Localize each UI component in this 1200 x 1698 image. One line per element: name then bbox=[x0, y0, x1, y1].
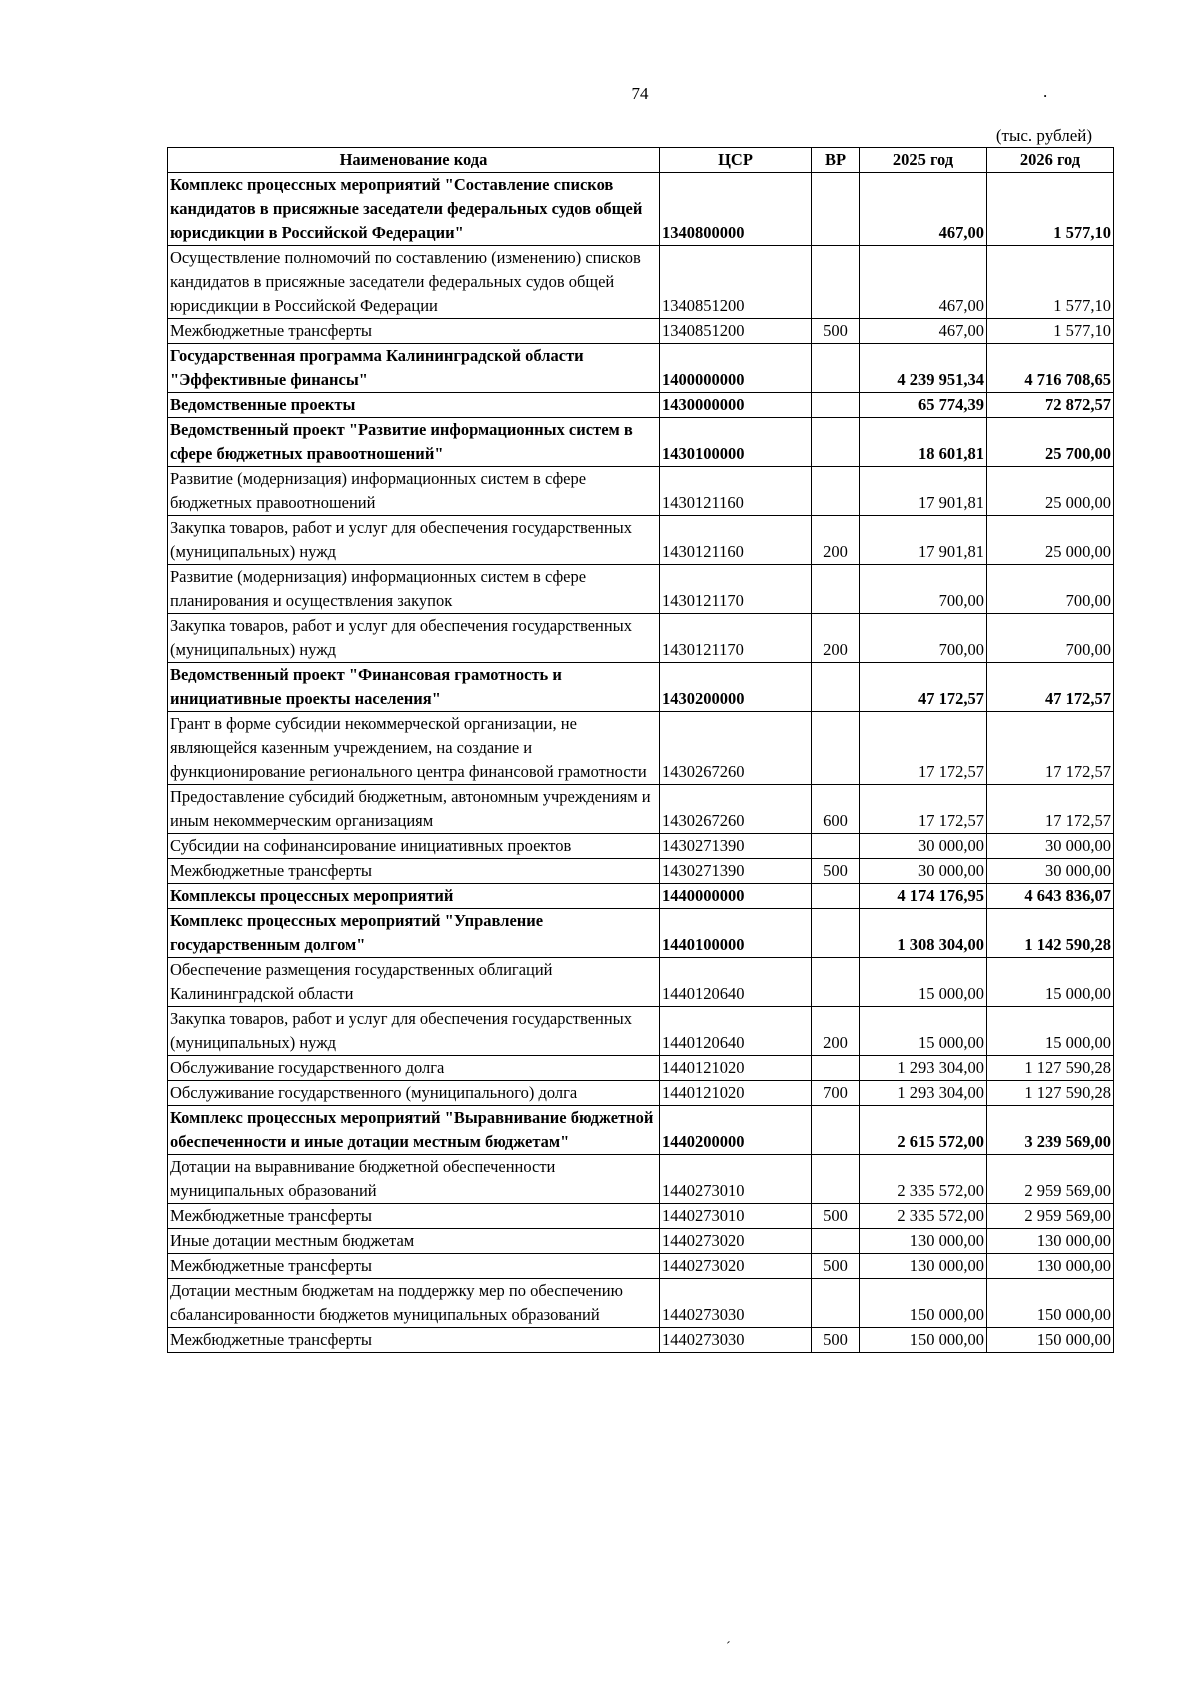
row-csr: 1430271390 bbox=[660, 859, 812, 884]
row-csr: 1440121020 bbox=[660, 1056, 812, 1081]
row-csr: 1440273030 bbox=[660, 1279, 812, 1328]
row-csr: 1430267260 bbox=[660, 785, 812, 834]
row-csr: 1440273020 bbox=[660, 1229, 812, 1254]
row-name: Межбюджетные трансферты bbox=[168, 1328, 660, 1353]
table-row bbox=[168, 1229, 1114, 1254]
row-vr bbox=[812, 1056, 860, 1081]
row-value-2025: 2 615 572,00 bbox=[860, 1106, 987, 1155]
header-name: Наименование кода bbox=[168, 148, 660, 173]
row-name: Ведомственный проект "Финансовая грамотность и инициативные проекты населения" bbox=[168, 663, 660, 712]
header-vr: ВР bbox=[812, 148, 860, 173]
table-row bbox=[168, 884, 1114, 909]
row-value-2026: 1 577,10 bbox=[987, 173, 1114, 246]
table-body bbox=[168, 173, 1114, 1353]
row-vr bbox=[812, 1279, 860, 1328]
row-value-2025: 17 172,57 bbox=[860, 712, 987, 785]
row-value-2025: 150 000,00 bbox=[860, 1328, 987, 1353]
page-dot: . bbox=[1043, 82, 1048, 101]
table-row bbox=[168, 516, 1114, 565]
row-value-2026: 47 172,57 bbox=[987, 663, 1114, 712]
row-name: Закупка товаров, работ и услуг для обеспечения государственных (муниципальных) нужд bbox=[168, 516, 660, 565]
row-csr: 1430100000 bbox=[660, 418, 812, 467]
row-value-2026: 1 577,10 bbox=[987, 246, 1114, 319]
row-value-2025: 4 239 951,34 bbox=[860, 344, 987, 393]
row-value-2025: 150 000,00 bbox=[860, 1279, 987, 1328]
row-csr: 1440273030 bbox=[660, 1328, 812, 1353]
row-name: Иные дотации местным бюджетам bbox=[168, 1229, 660, 1254]
row-name: Комплекс процессных мероприятий "Составление списков кандидатов в присяжные заседатели федеральных судов общей юрисдикции в Российской Федерации" bbox=[168, 173, 660, 246]
row-name: Предоставление субсидий бюджетным, автономным учреждениям и иным некоммерческим организациям bbox=[168, 785, 660, 834]
row-name: Комплекс процессных мероприятий "Выравнивание бюджетной обеспеченности и иные дотации местным бюджетам" bbox=[168, 1106, 660, 1155]
row-value-2026: 1 127 590,28 bbox=[987, 1056, 1114, 1081]
row-value-2025: 1 308 304,00 bbox=[860, 909, 987, 958]
row-csr: 1440120640 bbox=[660, 958, 812, 1007]
row-vr: 500 bbox=[812, 1254, 860, 1279]
row-value-2026: 17 172,57 bbox=[987, 712, 1114, 785]
row-name: Закупка товаров, работ и услуг для обеспечения государственных (муниципальных) нужд bbox=[168, 1007, 660, 1056]
row-value-2025: 2 335 572,00 bbox=[860, 1204, 987, 1229]
header-csr: ЦСР bbox=[660, 148, 812, 173]
header-2025: 2025 год bbox=[860, 148, 987, 173]
row-value-2025: 1 293 304,00 bbox=[860, 1056, 987, 1081]
table-row bbox=[168, 909, 1114, 958]
row-value-2026: 130 000,00 bbox=[987, 1254, 1114, 1279]
row-csr: 1430200000 bbox=[660, 663, 812, 712]
row-name: Субсидии на софинансирование инициативных проектов bbox=[168, 834, 660, 859]
table-row bbox=[168, 1254, 1114, 1279]
table-row bbox=[168, 467, 1114, 516]
row-vr: 700 bbox=[812, 1081, 860, 1106]
table-row bbox=[168, 1204, 1114, 1229]
row-name: Дотации местным бюджетам на поддержку мер по обеспечению сбалансированности бюджетов муниципальных образований bbox=[168, 1279, 660, 1328]
table-row bbox=[168, 393, 1114, 418]
table-row bbox=[168, 1155, 1114, 1204]
table-row bbox=[168, 246, 1114, 319]
header-2026: 2026 год bbox=[987, 148, 1114, 173]
table-row bbox=[168, 344, 1114, 393]
row-value-2025: 18 601,81 bbox=[860, 418, 987, 467]
row-value-2026: 25 700,00 bbox=[987, 418, 1114, 467]
row-vr bbox=[812, 467, 860, 516]
row-value-2025: 467,00 bbox=[860, 173, 987, 246]
row-name: Межбюджетные трансферты bbox=[168, 859, 660, 884]
row-vr: 500 bbox=[812, 859, 860, 884]
row-csr: 1440000000 bbox=[660, 884, 812, 909]
row-value-2025: 17 901,81 bbox=[860, 516, 987, 565]
row-value-2026: 1 142 590,28 bbox=[987, 909, 1114, 958]
row-csr: 1440100000 bbox=[660, 909, 812, 958]
row-value-2026: 2 959 569,00 bbox=[987, 1155, 1114, 1204]
row-vr bbox=[812, 393, 860, 418]
page-number: 74 bbox=[631, 84, 649, 103]
row-csr: 1430121160 bbox=[660, 516, 812, 565]
row-vr bbox=[812, 246, 860, 319]
row-csr: 1430121170 bbox=[660, 614, 812, 663]
row-name: Ведомственные проекты bbox=[168, 393, 660, 418]
table-row bbox=[168, 1007, 1114, 1056]
row-value-2026: 130 000,00 bbox=[987, 1229, 1114, 1254]
row-value-2025: 467,00 bbox=[860, 319, 987, 344]
row-vr: 600 bbox=[812, 785, 860, 834]
row-value-2025: 30 000,00 bbox=[860, 859, 987, 884]
row-name: Дотации на выравнивание бюджетной обеспеченности муниципальных образований bbox=[168, 1155, 660, 1204]
row-vr bbox=[812, 173, 860, 246]
table-row bbox=[168, 173, 1114, 246]
row-value-2025: 4 174 176,95 bbox=[860, 884, 987, 909]
row-csr: 1440273020 bbox=[660, 1254, 812, 1279]
row-value-2026: 150 000,00 bbox=[987, 1279, 1114, 1328]
row-csr: 1430271390 bbox=[660, 834, 812, 859]
table-row bbox=[168, 418, 1114, 467]
table-row bbox=[168, 1106, 1114, 1155]
row-csr: 1440273010 bbox=[660, 1155, 812, 1204]
row-csr: 1440121020 bbox=[660, 1081, 812, 1106]
row-vr bbox=[812, 884, 860, 909]
row-value-2026: 25 000,00 bbox=[987, 467, 1114, 516]
row-csr: 1430000000 bbox=[660, 393, 812, 418]
row-value-2025: 15 000,00 bbox=[860, 1007, 987, 1056]
row-value-2026: 15 000,00 bbox=[987, 1007, 1114, 1056]
row-name: Государственная программа Калининградской области "Эффективные финансы" bbox=[168, 344, 660, 393]
table-row bbox=[168, 712, 1114, 785]
row-value-2026: 4 643 836,07 bbox=[987, 884, 1114, 909]
table-row bbox=[168, 859, 1114, 884]
row-csr: 1430121160 bbox=[660, 467, 812, 516]
row-value-2025: 700,00 bbox=[860, 565, 987, 614]
row-value-2025: 65 774,39 bbox=[860, 393, 987, 418]
row-vr: 500 bbox=[812, 319, 860, 344]
row-value-2026: 1 127 590,28 bbox=[987, 1081, 1114, 1106]
row-value-2025: 1 293 304,00 bbox=[860, 1081, 987, 1106]
row-vr: 200 bbox=[812, 614, 860, 663]
row-value-2025: 17 901,81 bbox=[860, 467, 987, 516]
row-value-2026: 15 000,00 bbox=[987, 958, 1114, 1007]
row-vr bbox=[812, 1155, 860, 1204]
row-name: Комплексы процессных мероприятий bbox=[168, 884, 660, 909]
row-csr: 1340800000 bbox=[660, 173, 812, 246]
row-name: Комплекс процессных мероприятий "Управление государственным долгом" bbox=[168, 909, 660, 958]
units-label: (тыс. рублей) bbox=[995, 126, 1092, 145]
table-row bbox=[168, 1056, 1114, 1081]
row-value-2025: 130 000,00 bbox=[860, 1254, 987, 1279]
table-row bbox=[168, 1328, 1114, 1353]
row-csr: 1430121170 bbox=[660, 565, 812, 614]
table-row bbox=[168, 614, 1114, 663]
row-vr bbox=[812, 1106, 860, 1155]
row-value-2026: 72 872,57 bbox=[987, 393, 1114, 418]
table-row bbox=[168, 785, 1114, 834]
row-vr bbox=[812, 834, 860, 859]
row-value-2025: 467,00 bbox=[860, 246, 987, 319]
row-name: Межбюджетные трансферты bbox=[168, 319, 660, 344]
table-row bbox=[168, 319, 1114, 344]
row-csr: 1440200000 bbox=[660, 1106, 812, 1155]
row-name: Обслуживание государственного долга bbox=[168, 1056, 660, 1081]
table-row bbox=[168, 663, 1114, 712]
row-vr: 200 bbox=[812, 1007, 860, 1056]
row-name: Осуществление полномочий по составлению (изменению) списков кандидатов в присяжные заседатели федеральных судов общей юрисдикции в Российской Федерации bbox=[168, 246, 660, 319]
row-csr: 1440273010 bbox=[660, 1204, 812, 1229]
row-csr: 1340851200 bbox=[660, 319, 812, 344]
row-vr bbox=[812, 418, 860, 467]
row-vr bbox=[812, 958, 860, 1007]
row-value-2026: 4 716 708,65 bbox=[987, 344, 1114, 393]
row-name: Грант в форме субсидии некоммерческой организации, не являющейся казенным учреждением, на создание и функционирование регионального центра финансовой грамотности bbox=[168, 712, 660, 785]
row-value-2026: 30 000,00 bbox=[987, 834, 1114, 859]
row-name: Межбюджетные трансферты bbox=[168, 1254, 660, 1279]
row-name: Ведомственный проект "Развитие информационных систем в сфере бюджетных правоотношений" bbox=[168, 418, 660, 467]
row-value-2026: 150 000,00 bbox=[987, 1328, 1114, 1353]
row-name: Межбюджетные трансферты bbox=[168, 1204, 660, 1229]
row-vr: 200 bbox=[812, 516, 860, 565]
row-name: Развитие (модернизация) информационных систем в сфере планирования и осуществления закупок bbox=[168, 565, 660, 614]
row-name: Закупка товаров, работ и услуг для обеспечения государственных (муниципальных) нужд bbox=[168, 614, 660, 663]
row-csr: 1430267260 bbox=[660, 712, 812, 785]
row-value-2026: 700,00 bbox=[987, 614, 1114, 663]
table-row bbox=[168, 1279, 1114, 1328]
row-vr bbox=[812, 712, 860, 785]
table-row bbox=[168, 834, 1114, 859]
row-value-2026: 30 000,00 bbox=[987, 859, 1114, 884]
row-vr: 500 bbox=[812, 1328, 860, 1353]
row-value-2026: 1 577,10 bbox=[987, 319, 1114, 344]
row-value-2026: 2 959 569,00 bbox=[987, 1204, 1114, 1229]
row-value-2025: 130 000,00 bbox=[860, 1229, 987, 1254]
row-csr: 1340851200 bbox=[660, 246, 812, 319]
row-value-2025: 30 000,00 bbox=[860, 834, 987, 859]
row-value-2026: 25 000,00 bbox=[987, 516, 1114, 565]
row-csr: 1400000000 bbox=[660, 344, 812, 393]
row-value-2026: 3 239 569,00 bbox=[987, 1106, 1114, 1155]
table-header-row bbox=[168, 148, 1114, 173]
row-value-2025: 17 172,57 bbox=[860, 785, 987, 834]
budget-table bbox=[167, 147, 1114, 1353]
footer-mark: ´ bbox=[726, 1640, 731, 1655]
row-vr bbox=[812, 565, 860, 614]
row-value-2025: 2 335 572,00 bbox=[860, 1155, 987, 1204]
row-value-2025: 700,00 bbox=[860, 614, 987, 663]
row-csr: 1440120640 bbox=[660, 1007, 812, 1056]
table-row bbox=[168, 958, 1114, 1007]
row-value-2025: 15 000,00 bbox=[860, 958, 987, 1007]
table-row bbox=[168, 1081, 1114, 1106]
row-name: Обслуживание государственного (муниципального) долга bbox=[168, 1081, 660, 1106]
row-value-2025: 47 172,57 bbox=[860, 663, 987, 712]
row-vr bbox=[812, 663, 860, 712]
row-vr: 500 bbox=[812, 1204, 860, 1229]
table-row bbox=[168, 565, 1114, 614]
row-value-2026: 17 172,57 bbox=[987, 785, 1114, 834]
row-vr bbox=[812, 344, 860, 393]
row-value-2026: 700,00 bbox=[987, 565, 1114, 614]
row-name: Обеспечение размещения государственных облигаций Калининградской области bbox=[168, 958, 660, 1007]
row-name: Развитие (модернизация) информационных систем в сфере бюджетных правоотношений bbox=[168, 467, 660, 516]
row-vr bbox=[812, 909, 860, 958]
row-vr bbox=[812, 1229, 860, 1254]
